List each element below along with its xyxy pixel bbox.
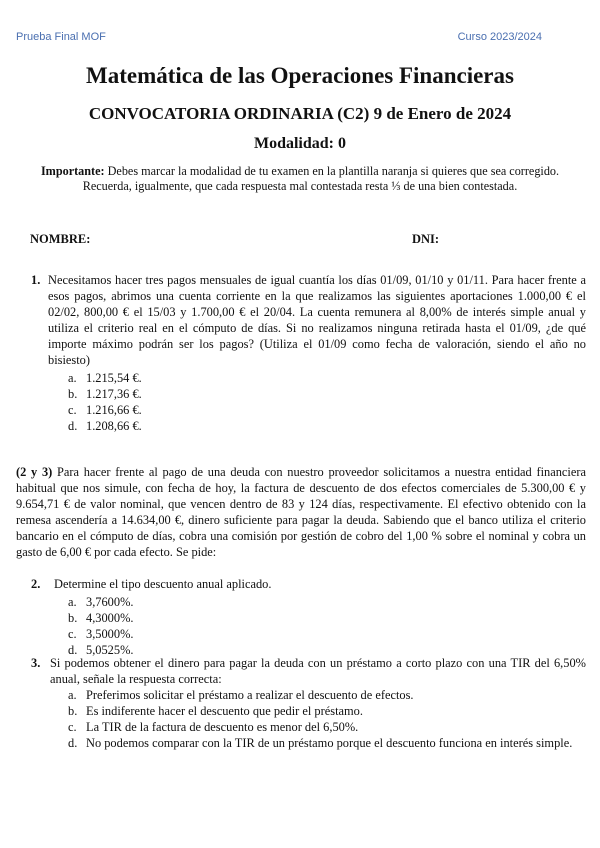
option-b (16, 703, 586, 719)
option-text: La TIR de la factura de descuento es menor del 6,50%. (86, 720, 359, 734)
option-text: 1.217,36 €. (86, 387, 142, 401)
option-text: 1.216,66 €. (86, 403, 142, 417)
option-letter: b. (68, 704, 78, 718)
option-letter: b. (68, 387, 78, 401)
options-list (16, 594, 586, 658)
modalidad: Modalidad: 0 (253, 135, 346, 152)
option-letter: a. (68, 688, 77, 702)
header-left: Prueba Final MOF (16, 31, 106, 43)
question-text: Necesitamos hacer tres pagos mensuales de igual cuantía los días 01/09, 01/10 y 01/11. Para hacer frente a esos pagos, abrimos una cuenta corriente en la que realizamos las siguientes aportaciones 1.000,00 € el 02/02, 800,00 € el 15/03 y 1.700,00 € el 20/04. La cuenta remunera al 8,00% de interés simple anual y utiliza el criterio real en el cómputo de días. Si no realizamos ninguna retirada hasta el 01/09, ¿de qué importe máximo podrán ser los pagos? (Utiliza el 01/09 como fecha de valoración, siendo el año no bisiesto) (48, 273, 586, 367)
question-2 (16, 576, 586, 658)
option-letter: c. (68, 720, 77, 734)
options-list (16, 687, 586, 751)
important-line2: Recuerda, igualmente, que cada respuesta mal contestada resta ⅓ de una bien contestada. (82, 179, 518, 193)
nombre-label: NOMBRE: (30, 232, 91, 246)
shared-statement-lead: (2 y 3) (16, 465, 53, 479)
option-d (16, 418, 586, 434)
important-note (14, 164, 586, 194)
option-text: 1.208,66 €. (86, 419, 142, 433)
important-label: Importante: (40, 164, 105, 178)
option-a (16, 370, 586, 386)
convocatoria: CONVOCATORIA ORDINARIA (C2) 9 de Enero de 2024 (88, 104, 512, 123)
option-letter: b. (68, 611, 78, 625)
option-letter: d. (68, 736, 78, 750)
option-letter: d. (68, 643, 78, 657)
option-text: 3,7600%. (86, 595, 134, 609)
option-c (16, 402, 586, 418)
option-letter: a. (68, 371, 77, 385)
option-c (16, 719, 586, 735)
question-number: 3. (31, 656, 41, 670)
option-b (16, 610, 586, 626)
important-line1: Debes marcar la modalidad de tu examen en la plantilla naranja si quieres que sea corregido. (104, 164, 560, 178)
option-letter: d. (68, 419, 78, 433)
shared-statement-body: Para hacer frente al pago de una deuda con nuestro proveedor solicitamos a nuestra entidad financiera habitual que nos simule, con fecha de hoy, la factura de descuento de dos efectos comerciales de 5.300,00 € y 9.654,71 € de valor nominal, que vencen dentro de 83 y 124 días, respectivamente. El efectivo obtenido con la remesa ascendería a 14.634,00 €, dinero suficiente para pagar la deuda. Sabiendo que el banco utiliza el criterio bancario en el cómputo de días, cobra una comisión por gestión de cobro del 1,00 % sobre el nominal y cobra un gasto de 6,00 € por cada efecto. Se pide: (16, 465, 586, 559)
dni-label: DNI: (412, 232, 440, 246)
question-number: 1. (31, 273, 41, 287)
options-list (16, 370, 586, 434)
question-text: Determine el tipo descuento anual aplicado. (54, 577, 272, 591)
option-c (16, 626, 586, 642)
header-right: Curso 2023/2024 (457, 31, 542, 43)
option-a (16, 687, 586, 703)
page-title: Matemática de las Operaciones Financieras (86, 63, 514, 88)
question-1 (16, 272, 586, 434)
option-text: 4,3000%. (86, 611, 134, 625)
option-d (16, 735, 586, 751)
option-text: Es indiferente hacer el descuento que pedir el préstamo. (86, 704, 363, 718)
question-number: 2. (31, 577, 41, 591)
option-text: Preferimos solicitar el préstamo a realizar el descuento de efectos. (86, 688, 414, 702)
question-3 (16, 655, 586, 751)
question-text: Si podemos obtener el dinero para pagar la deuda con un préstamo a corto plazo con una TIR del 6,50% anual, señale la respuesta correcta: (50, 656, 586, 686)
option-letter: c. (68, 627, 77, 641)
option-text: 3,5000%. (86, 627, 134, 641)
shared-statement-text (16, 464, 586, 560)
option-text: 1.215,54 €. (86, 371, 142, 385)
option-b (16, 386, 586, 402)
option-text: 5,0525%. (86, 643, 134, 657)
option-a (16, 594, 586, 610)
option-text: No podemos comparar con la TIR de un préstamo porque el descuento funciona en interés simple. (86, 736, 573, 750)
shared-statement (16, 464, 586, 560)
option-letter: c. (68, 403, 77, 417)
option-letter: a. (68, 595, 77, 609)
